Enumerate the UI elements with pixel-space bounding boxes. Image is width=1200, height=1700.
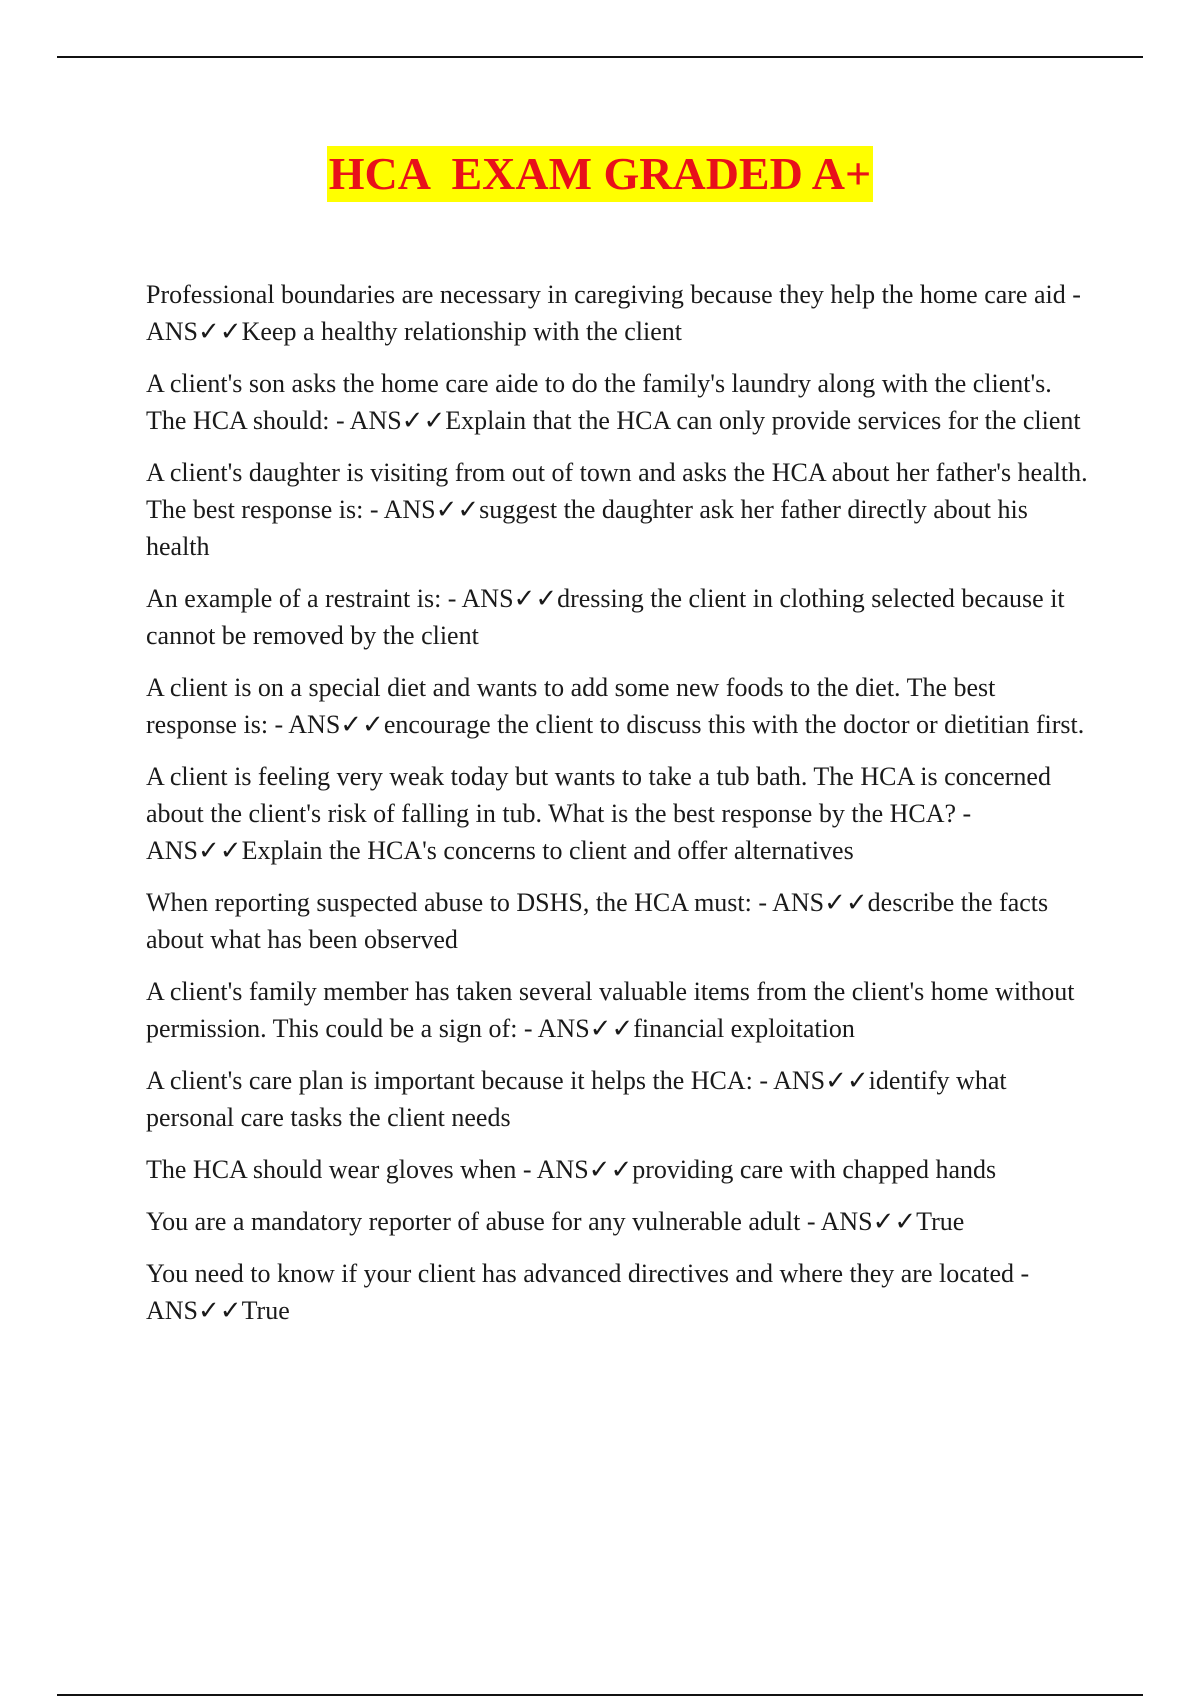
qa-item: You need to know if your client has advanced directives and where they are located - ANS✓✓True bbox=[146, 1259, 1030, 1325]
document-title: HCA EXAM GRADED A+ bbox=[327, 146, 873, 202]
qa-item: A client's care plan is important because it helps the HCA: - ANS✓✓identify what personal care tasks the client needs bbox=[146, 1066, 1007, 1132]
top-divider bbox=[57, 56, 1143, 58]
bottom-divider bbox=[57, 1694, 1143, 1696]
qa-list bbox=[146, 276, 1091, 1344]
qa-item: When reporting suspected abuse to DSHS, the HCA must: - ANS✓✓describe the facts about what has been observed bbox=[146, 888, 1049, 954]
qa-item: A client's son asks the home care aide to do the family's laundry along with the client's. The HCA should: - ANS✓✓Explain that the HCA can only provide services for the client bbox=[146, 369, 1081, 435]
qa-item: Professional boundaries are necessary in caregiving because they help the home care aid - ANS✓✓Keep a healthy relationship with the client bbox=[146, 280, 1081, 346]
qa-item: The HCA should wear gloves when - ANS✓✓providing care with chapped hands bbox=[146, 1155, 997, 1184]
qa-item: An example of a restraint is: - ANS✓✓dressing the client in clothing selected because it cannot be removed by the client bbox=[146, 584, 1065, 650]
qa-item: A client's family member has taken several valuable items from the client's home without permission. This could be a sign of: - ANS✓✓financial exploitation bbox=[146, 977, 1075, 1043]
title-block bbox=[0, 146, 1200, 202]
qa-item: A client is feeling very weak today but wants to take a tub bath. The HCA is concerned about the client's risk of falling in tub. What is the best response by the HCA? - ANS✓✓Explain the HCA's concerns to client and offer alternatives bbox=[146, 762, 1051, 865]
qa-item: You are a mandatory reporter of abuse for any vulnerable adult - ANS✓✓True bbox=[146, 1207, 965, 1236]
qa-item: A client's daughter is visiting from out of town and asks the HCA about her father's health. The best response is: - ANS✓✓suggest the daughter ask her father directly about his health bbox=[146, 458, 1088, 561]
qa-item: A client is on a special diet and wants to add some new foods to the diet. The best response is: - ANS✓✓encourage the client to discuss this with the doctor or dietitian first. bbox=[146, 673, 1085, 739]
